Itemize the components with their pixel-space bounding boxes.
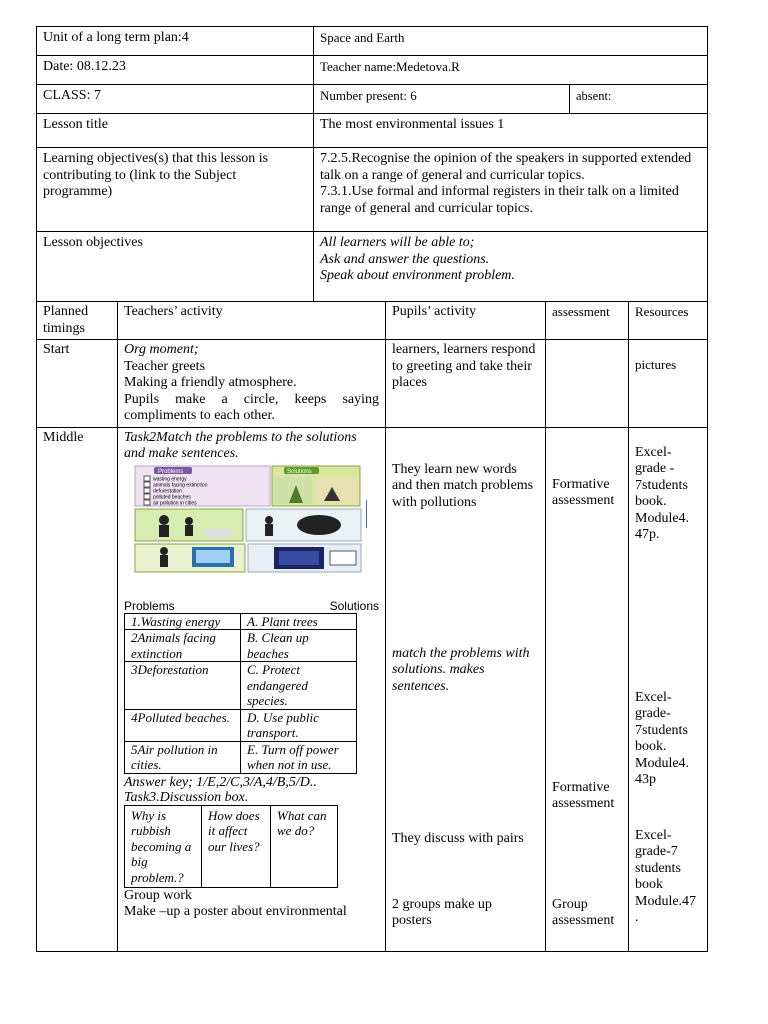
discussion-q1: Why is rubbish becoming a big problem.?: [125, 805, 202, 887]
match-row: [125, 741, 357, 773]
lesson-obj-1: All learners will be able to;: [320, 235, 475, 250]
date-label: Date: 08.12.23: [37, 56, 314, 85]
start-teacher-2: Teacher greets: [124, 358, 206, 374]
col-timings: Planned timings: [37, 302, 118, 340]
match-problem: 1.Wasting energy: [125, 613, 241, 630]
unit-value: Space and Earth: [314, 27, 708, 56]
group-work: Group work: [124, 887, 193, 903]
match-row: [125, 662, 357, 710]
res-3: Excel-grade-7 students book Module.47 .: [635, 827, 697, 925]
match-problem: 4Polluted beaches.: [125, 709, 241, 741]
problems-heading: Problems: [124, 598, 175, 613]
solutions-heading: Solutions: [329, 598, 379, 613]
img-p2: animals facing extinction: [153, 482, 208, 488]
match-rows: [125, 613, 357, 773]
img-p3: deforestation: [153, 488, 182, 494]
plan-table: [36, 301, 708, 952]
match-row: [125, 613, 357, 630]
start-resources: pictures: [629, 340, 708, 428]
textbook-image: [134, 465, 362, 573]
start-pupils: learners, learners respond to greeting and take their places: [386, 340, 546, 428]
start-teacher-4: Pupils make a circle, keeps saying compliments to each other.: [124, 391, 379, 423]
assess-3: Group assessment: [552, 896, 615, 928]
discussion-table: [124, 805, 338, 888]
start-timing: Start: [37, 340, 118, 428]
match-solution: A. Plant trees: [241, 613, 357, 630]
pupils-1: They learn new words and then match problems with pollutions: [392, 461, 534, 510]
col-assessment: assessment: [546, 302, 629, 340]
res-2: Excel-grade- 7students book. Module4. 43p: [635, 689, 690, 787]
lesson-obj-3: Speak about environment problem.: [320, 268, 515, 283]
start-teacher: [118, 340, 386, 428]
start-assessment: [546, 340, 629, 428]
answer-key: Answer key; 1/E,2/C,3/A,4/B,5/D..: [124, 774, 317, 790]
match-row: [125, 630, 357, 662]
lesson-title-label: Lesson title: [37, 114, 314, 148]
objectives-cell: [314, 148, 708, 232]
match-problem: 2Animals facing extinction: [125, 630, 241, 662]
number-present: Number present: 6: [314, 85, 570, 114]
objective-2: 7.3.1.Use formal and informal registers in their talk on a limited range of general and curricular topics.: [320, 184, 679, 216]
match-headings: [124, 599, 381, 613]
start-teacher-1: Org moment;: [124, 342, 199, 357]
match-problem: 3Deforestation: [125, 662, 241, 710]
poster-task: Make –up a poster about environmental: [124, 904, 347, 919]
lesson-title: The most environmental issues 1: [314, 114, 708, 148]
class-label: CLASS: 7: [37, 85, 314, 114]
match-solution: C. Protect endangered species.: [241, 662, 357, 710]
middle-resources: [629, 427, 708, 951]
textbook-picture: [134, 465, 362, 573]
pupils-4: 2 groups make up posters: [392, 896, 492, 928]
middle-pupils: [386, 427, 546, 951]
pupils-3: They discuss with pairs: [392, 830, 524, 846]
task2-text: Task2Match the problems to the solutions and make sentences.: [124, 429, 357, 461]
img-problems-label: Problems: [158, 468, 184, 475]
col-resources: Resources: [629, 302, 708, 340]
res-1: Excel-grade - 7students book. Module4. 47p.: [635, 444, 690, 542]
assess-1: Formative assessment: [552, 476, 615, 508]
img-solutions-label: Solutions: [287, 468, 312, 475]
img-p1: wasting energy: [153, 476, 187, 482]
match-row: [125, 709, 357, 741]
middle-teacher: [118, 427, 386, 951]
img-p4: polluted beaches: [153, 494, 191, 500]
teacher-name: Teacher name:Medetova.R: [314, 56, 708, 85]
discussion-q3: What can we do?: [271, 805, 338, 887]
objective-1: 7.2.5.Recognise the opinion of the speakers in supported extended talk on a range of general and curricular topics.: [320, 151, 692, 183]
middle-assessment: [546, 427, 629, 951]
task3-text: Task3.Discussion box.: [124, 789, 249, 805]
absent-label: absent:: [570, 85, 708, 114]
match-problem: 5Air pollution in cities.: [125, 741, 241, 773]
assess-2: Formative assessment: [552, 779, 615, 811]
match-solution: D. Use public transport.: [241, 709, 357, 741]
pupils-2: match the problems with solutions. makes sentences.: [392, 645, 530, 694]
middle-timing: Middle: [37, 427, 118, 951]
match-solution: B. Clean up beaches: [241, 630, 357, 662]
unit-label: Unit of a long term plan:4: [37, 27, 314, 56]
lesson-obj-label: Lesson objectives: [37, 232, 314, 302]
discussion-row: [125, 805, 338, 887]
col-pupils: Pupils’ activity: [386, 302, 546, 340]
lesson-header-table: [36, 26, 708, 302]
lesson-obj-2: Ask and answer the questions.: [320, 251, 490, 267]
discussion-q2: How does it affect our lives?: [202, 805, 271, 887]
img-p5: air pollution in cities: [153, 500, 197, 506]
objectives-label: Learning objectives(s) that this lesson is contributing to (link to the Subject programme): [37, 148, 314, 232]
match-solution: E. Turn off power when not in use.: [241, 741, 357, 773]
match-table: [124, 613, 357, 774]
lesson-obj-cell: [314, 232, 708, 302]
start-teacher-3: Making a friendly atmosphere.: [124, 375, 297, 390]
col-teacher: Teachers’ activity: [118, 302, 386, 340]
